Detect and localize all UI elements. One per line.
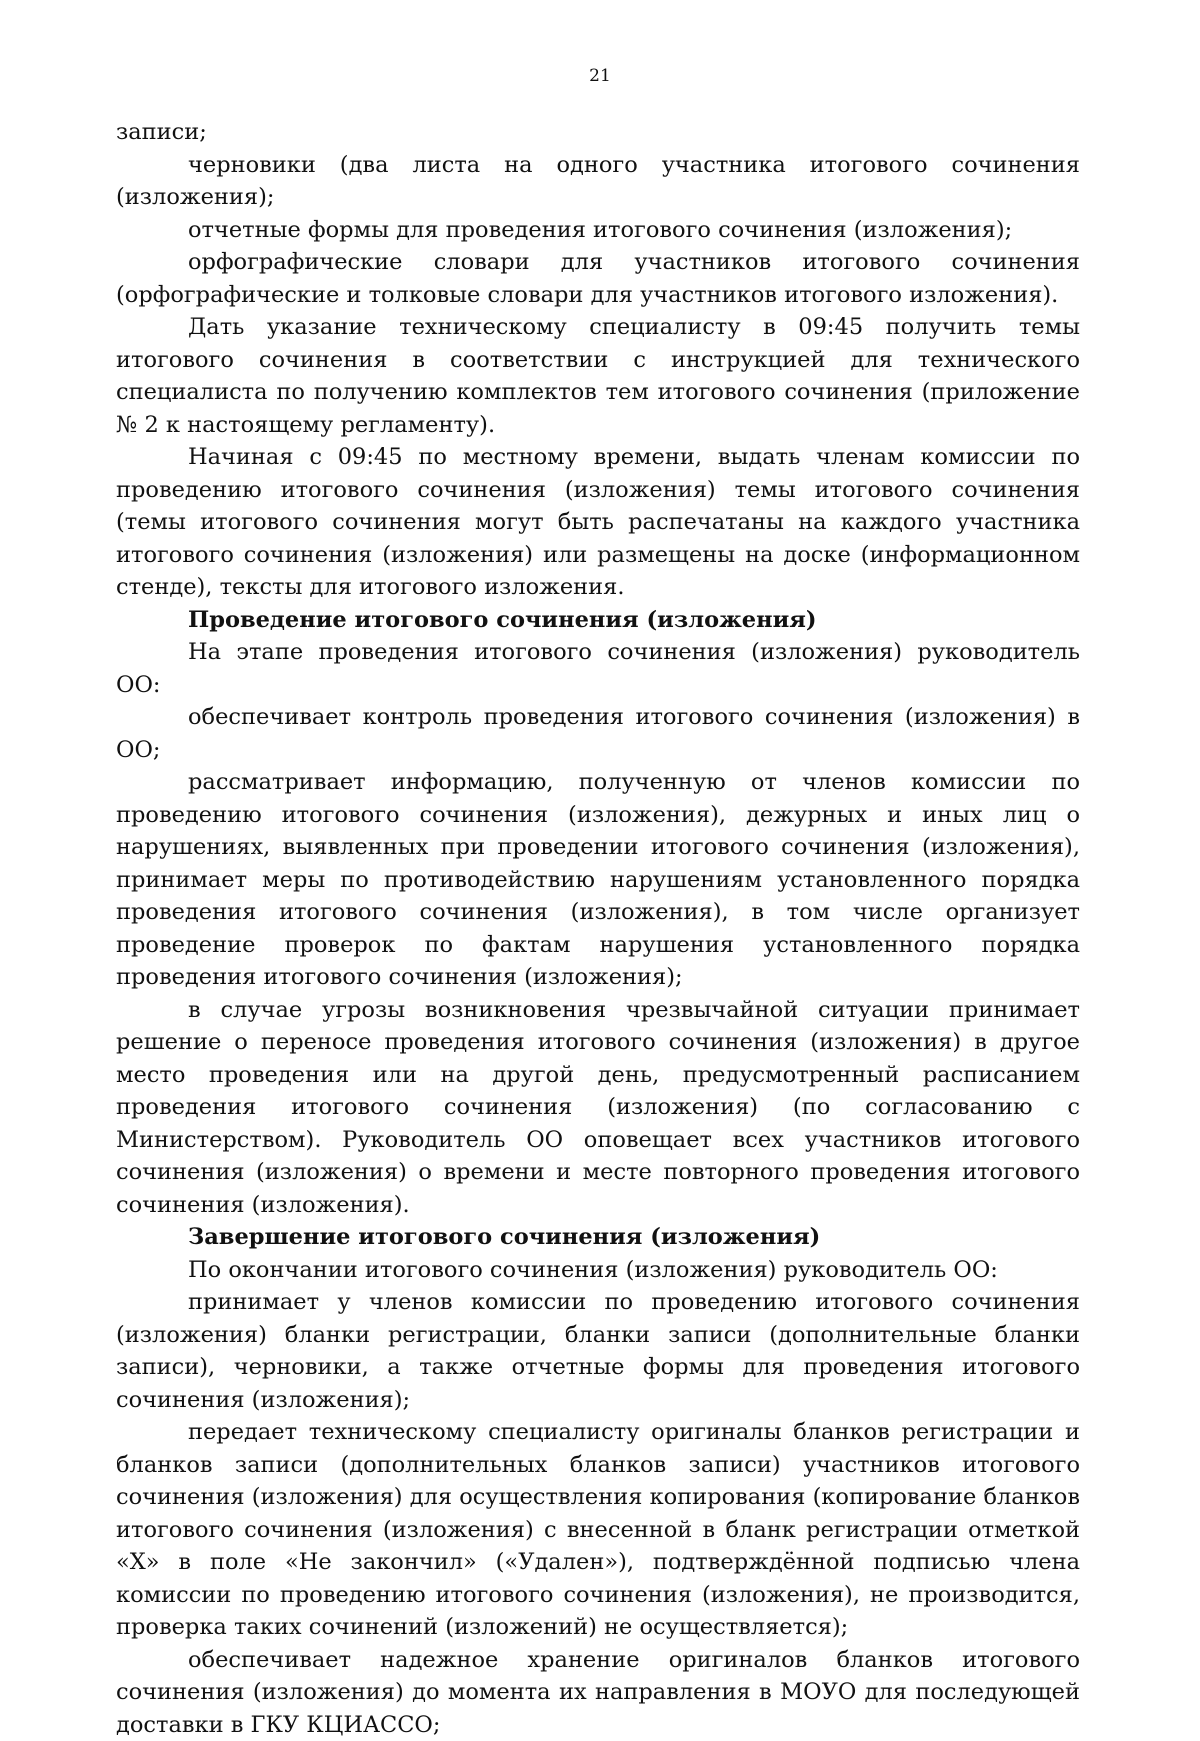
list-item-dictionaries: орфографические словари для участников итогового сочинения (орфографические и толковые словари для участников итогового изложения). (116, 246, 1080, 311)
paragraph-issue-topics: Начиная с 09:45 по местному времени, выдать членам комиссии по проведению итогового сочинения (изложения) темы итогового сочинения (темы итогового сочинения могут быть распечатаны на каждого участника итогового сочинения (изложения) или размещены на доске (информационном стенде), тексты для итогового изложения. (116, 441, 1080, 604)
list-item-control: обеспечивает контроль проведения итогового сочинения (изложения) в ОО; (116, 701, 1080, 766)
section-heading-completion: Завершение итогового сочинения (изложения) (116, 1221, 1080, 1254)
paragraph-completion-intro: По окончании итогового сочинения (изложения) руководитель ОО: (116, 1254, 1080, 1287)
paragraph-conduct-intro: На этапе проведения итогового сочинения (изложения) руководитель ОО: (116, 636, 1080, 701)
list-item-storage: обеспечивает надежное хранение оригиналов бланков итогового сочинения (изложения) до момента их направления в МОУО для последующей доставки в ГКУ КЦИАССО; (116, 1644, 1080, 1741)
list-item-accept-forms: принимает у членов комиссии по проведению итогового сочинения (изложения) бланки регистрации, бланки записи (дополнительные бланки записи), черновики, а также отчетные формы для проведения итогового сочинения (изложения); (116, 1286, 1080, 1416)
paragraph-continuation: записи; (116, 116, 1080, 149)
list-item-report-forms: отчетные формы для проведения итогового сочинения (изложения); (116, 214, 1080, 247)
list-item-drafts: черновики (два листа на одного участника итогового сочинения (изложения); (116, 149, 1080, 214)
list-item-emergency: в случае угрозы возникновения чрезвычайной ситуации принимает решение о переносе проведения итогового сочинения (изложения) в другое место проведения или на другой день, предусмотренный расписанием проведения итогового сочинения (изложения) (по согласованию с Министерством). Руководитель ОО оповещает всех участников итогового сочинения (изложения) о времени и месте повторного проведения итогового сочинения (изложения). (116, 994, 1080, 1222)
page-number: 21 (0, 66, 1200, 86)
document-body (116, 116, 1080, 1741)
section-heading-conduct: Проведение итогового сочинения (изложения) (116, 604, 1080, 637)
list-item-transfer-originals: передает техническому специалисту оригиналы бланков регистрации и бланков записи (дополнительных бланков записи) участников итогового сочинения (изложения) для осуществления копирования (копирование бланков итогового сочинения (изложения) с внесенной в бланк регистрации отметкой «Х» в поле «Не закончил» («Удален»), подтверждённой подписью члена комиссии по проведению итогового сочинения (изложения), не производится, проверка таких сочинений (изложений) не осуществляется); (116, 1416, 1080, 1644)
list-item-violations: рассматривает информацию, полученную от членов комиссии по проведению итогового сочинения (изложения), дежурных и иных лиц о нарушениях, выявленных при проведении итогового сочинения (изложения), принимает меры по противодействию нарушениям установленного порядка проведения итогового сочинения (изложения), в том числе организует проведение проверок по фактам нарушения установленного порядка проведения итогового сочинения (изложения); (116, 766, 1080, 994)
paragraph-tech-specialist: Дать указание техническому специалисту в 09:45 получить темы итогового сочинения в соответствии с инструкцией для технического специалиста по получению комплектов тем итогового сочинения (приложение № 2 к настоящему регламенту). (116, 311, 1080, 441)
